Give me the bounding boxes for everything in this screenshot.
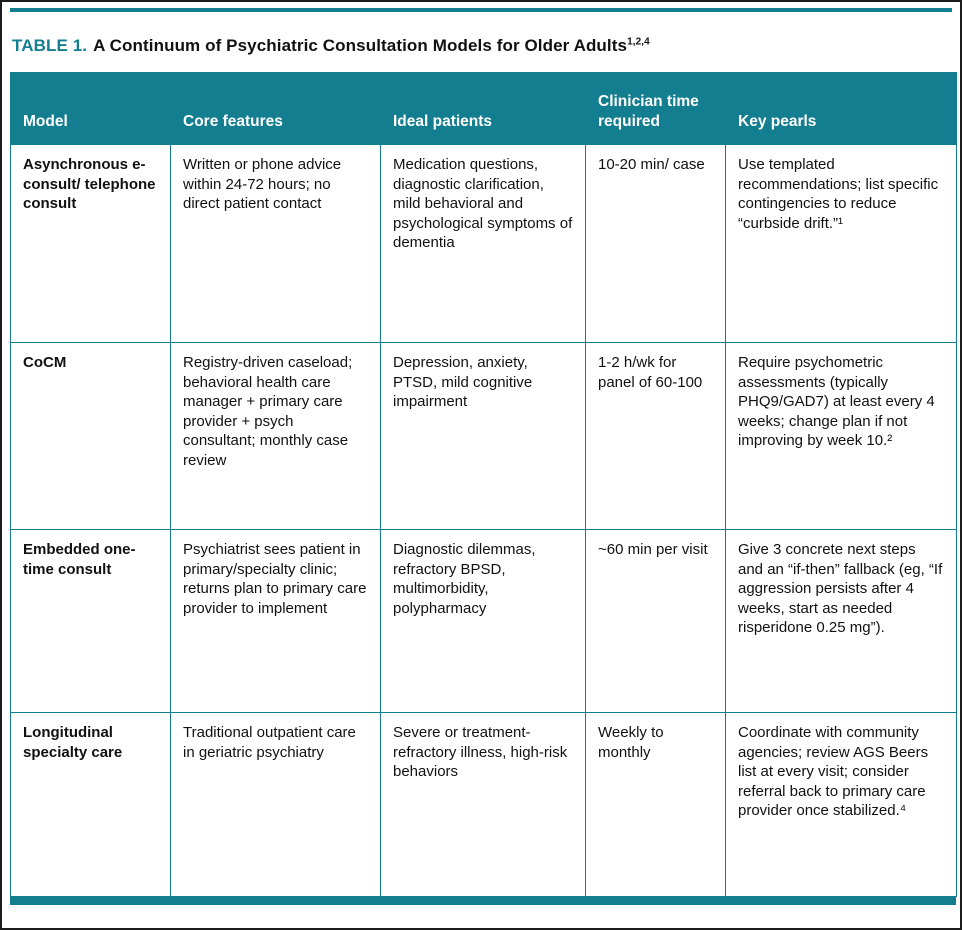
consultation-models-table <box>10 72 957 897</box>
table-title <box>12 36 950 56</box>
cell-key-pearls: Use templated recommendations; list specific contingencies to reduce “curbside drift.”¹ <box>726 145 957 343</box>
cell-ideal-patients: Severe or treatment-refractory illness, high-risk behaviors <box>381 713 586 897</box>
table-title-text: A Continuum of Psychiatric Consultation Models for Older Adults <box>93 36 628 55</box>
table-row <box>11 343 957 530</box>
cell-model: Embedded one-time consult <box>11 530 171 713</box>
cell-core-features: Written or phone advice within 24-72 hours; no direct patient contact <box>171 145 381 343</box>
cell-key-pearls: Give 3 concrete next steps and an “if-then” fallback (eg, “If aggression persists after 4 weeks, start as needed risperidone 0.25 mg”). <box>726 530 957 713</box>
column-header-ideal-patients: Ideal patients <box>381 73 586 145</box>
column-header-clinician-time: Clinician time required <box>586 73 726 145</box>
column-header-core-features: Core features <box>171 73 381 145</box>
table-row <box>11 145 957 343</box>
cell-time-required: Weekly to monthly <box>586 713 726 897</box>
table-number: TABLE 1. <box>12 36 88 55</box>
header-row <box>11 73 957 145</box>
table-row <box>11 530 957 713</box>
cell-core-features: Psychiatrist sees patient in primary/specialty clinic; returns plan to primary care provider to implement <box>171 530 381 713</box>
cell-ideal-patients: Depression, anxiety, PTSD, mild cognitive impairment <box>381 343 586 530</box>
title-superscript: 1,2,4 <box>627 36 650 48</box>
cell-time-required: 10-20 min/ case <box>586 145 726 343</box>
cell-model: CoCM <box>11 343 171 530</box>
cell-model: Longitudinal specialty care <box>11 713 171 897</box>
cell-model: Asynchronous e-consult/ telephone consult <box>11 145 171 343</box>
cell-ideal-patients: Medication questions, diagnostic clarification, mild behavioral and psychological symptoms of dementia <box>381 145 586 343</box>
cell-core-features: Traditional outpatient care in geriatric psychiatry <box>171 713 381 897</box>
cell-time-required: 1-2 h/wk for panel of 60-100 <box>586 343 726 530</box>
cell-time-required: ~60 min per visit <box>586 530 726 713</box>
cell-core-features: Registry-driven caseload; behavioral health care manager + primary care provider + psych consultant; monthly case review <box>171 343 381 530</box>
top-rule <box>10 8 952 12</box>
cell-ideal-patients: Diagnostic dilemmas, refractory BPSD, multimorbidity, polypharmacy <box>381 530 586 713</box>
cell-key-pearls: Require psychometric assessments (typically PHQ9/GAD7) at least every 4 weeks; change plan if not improving by week 10.² <box>726 343 957 530</box>
column-header-key-pearls: Key pearls <box>726 73 957 145</box>
column-header-model: Model <box>11 73 171 145</box>
table-row <box>11 713 957 897</box>
bottom-bar <box>10 897 956 905</box>
cell-key-pearls: Coordinate with community agencies; review AGS Beers list at every visit; consider referral back to primary care provider once stabilized.⁴ <box>726 713 957 897</box>
